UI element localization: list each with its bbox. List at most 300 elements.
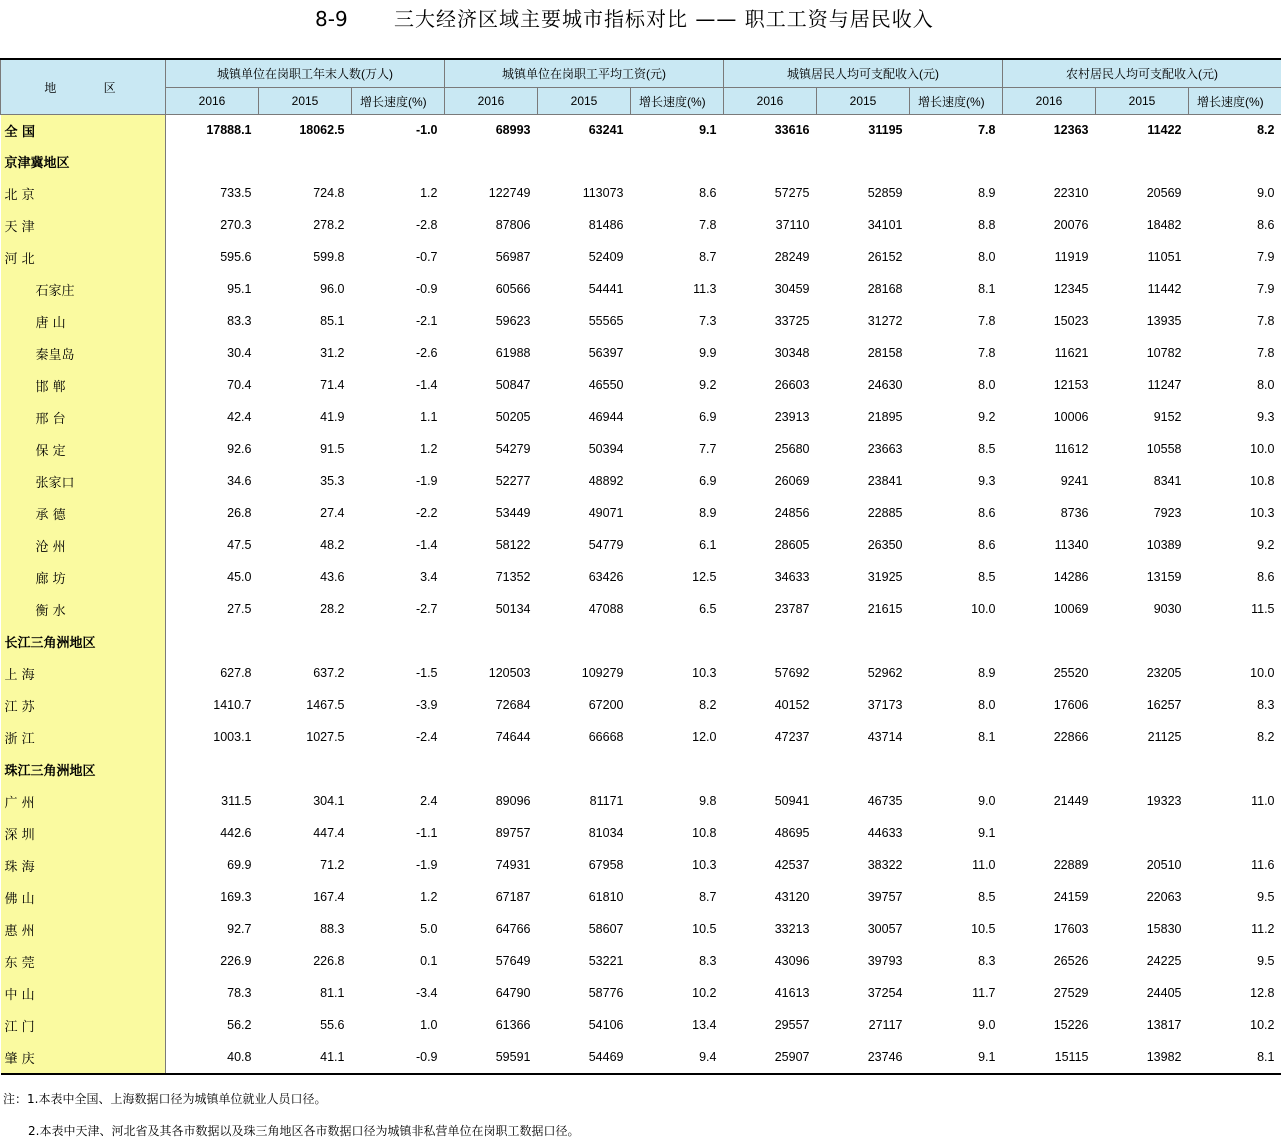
table-cell: 41.9 bbox=[259, 401, 352, 433]
table-cell: 278.2 bbox=[259, 209, 352, 241]
region-name: 江 苏 bbox=[1, 689, 166, 721]
table-cell: 54469 bbox=[538, 1041, 631, 1074]
table-cell: 8.6 bbox=[1189, 561, 1281, 593]
table-cell: -0.7 bbox=[352, 241, 445, 273]
table-cell: 7923 bbox=[1096, 497, 1189, 529]
table-cell: 67200 bbox=[538, 689, 631, 721]
table-cell: 26.8 bbox=[166, 497, 259, 529]
table-cell: 11621 bbox=[1003, 337, 1096, 369]
table-cell: 16257 bbox=[1096, 689, 1189, 721]
table-cell: 20510 bbox=[1096, 849, 1189, 881]
table-cell: 8.5 bbox=[910, 881, 1003, 913]
table-cell bbox=[352, 753, 445, 785]
table-cell: 2.4 bbox=[352, 785, 445, 817]
table-cell: 11.6 bbox=[1189, 849, 1281, 881]
table-cell: 61366 bbox=[445, 1009, 538, 1041]
table-cell: 10.0 bbox=[1189, 657, 1281, 689]
table-row bbox=[1, 689, 1281, 721]
table-cell: 40152 bbox=[724, 689, 817, 721]
table-cell bbox=[1096, 753, 1189, 785]
table-cell: 54279 bbox=[445, 433, 538, 465]
table-cell: 6.5 bbox=[631, 593, 724, 625]
table-cell bbox=[166, 753, 259, 785]
table-cell: 8.9 bbox=[910, 657, 1003, 689]
table-cell: 34101 bbox=[817, 209, 910, 241]
table-cell: -2.8 bbox=[352, 209, 445, 241]
table-cell: -0.9 bbox=[352, 1041, 445, 1074]
table-cell: 23663 bbox=[817, 433, 910, 465]
year-header: 2015 bbox=[817, 88, 910, 115]
table-cell: 9.1 bbox=[910, 817, 1003, 849]
table-cell: 21125 bbox=[1096, 721, 1189, 753]
table-cell: 46735 bbox=[817, 785, 910, 817]
table-cell: 8.0 bbox=[910, 241, 1003, 273]
table-cell: 13.4 bbox=[631, 1009, 724, 1041]
table-cell: 22889 bbox=[1003, 849, 1096, 881]
table-cell: 52859 bbox=[817, 177, 910, 209]
table-row bbox=[1, 593, 1281, 625]
table-cell: 58607 bbox=[538, 913, 631, 945]
table-cell: 63241 bbox=[538, 115, 631, 146]
table-cell: 83.3 bbox=[166, 305, 259, 337]
table-cell: 8.3 bbox=[910, 945, 1003, 977]
table-cell: -3.9 bbox=[352, 689, 445, 721]
table-row bbox=[1, 881, 1281, 913]
table-cell: 24225 bbox=[1096, 945, 1189, 977]
table-cell: 7.8 bbox=[631, 209, 724, 241]
table-cell: 28.2 bbox=[259, 593, 352, 625]
table-cell bbox=[724, 753, 817, 785]
table-cell: 8.7 bbox=[631, 881, 724, 913]
table-row bbox=[1, 369, 1281, 401]
table-cell: 12.5 bbox=[631, 561, 724, 593]
table-cell: 78.3 bbox=[166, 977, 259, 1009]
region-name: 保 定 bbox=[1, 433, 166, 465]
year-header: 2015 bbox=[259, 88, 352, 115]
table-cell: 28158 bbox=[817, 337, 910, 369]
table-row bbox=[1, 913, 1281, 945]
table-cell bbox=[1003, 625, 1096, 657]
table-cell: 17606 bbox=[1003, 689, 1096, 721]
table-cell: 9.0 bbox=[910, 785, 1003, 817]
table-cell: 55565 bbox=[538, 305, 631, 337]
table-cell: 63426 bbox=[538, 561, 631, 593]
table-cell: -2.6 bbox=[352, 337, 445, 369]
table-cell: 1.2 bbox=[352, 881, 445, 913]
table-cell: 8.6 bbox=[910, 529, 1003, 561]
table-cell: 11.2 bbox=[1189, 913, 1281, 945]
table-cell: 226.8 bbox=[259, 945, 352, 977]
table-cell: 31272 bbox=[817, 305, 910, 337]
table-cell: 7.7 bbox=[631, 433, 724, 465]
table-cell: 169.3 bbox=[166, 881, 259, 913]
table-cell: 30.4 bbox=[166, 337, 259, 369]
table-cell: 15830 bbox=[1096, 913, 1189, 945]
table-cell: 10.8 bbox=[631, 817, 724, 849]
table-cell: 10.3 bbox=[631, 657, 724, 689]
table-cell: 41.1 bbox=[259, 1041, 352, 1074]
table-cell: 37173 bbox=[817, 689, 910, 721]
table-cell: 52409 bbox=[538, 241, 631, 273]
table-cell: 1027.5 bbox=[259, 721, 352, 753]
table-cell: 22063 bbox=[1096, 881, 1189, 913]
table-cell: 50134 bbox=[445, 593, 538, 625]
table-header bbox=[1, 59, 1281, 115]
table-cell: 29557 bbox=[724, 1009, 817, 1041]
table-cell: 46550 bbox=[538, 369, 631, 401]
table-cell: 12.0 bbox=[631, 721, 724, 753]
table-cell: 8.1 bbox=[910, 721, 1003, 753]
table-cell: 8.8 bbox=[910, 209, 1003, 241]
table-cell bbox=[538, 625, 631, 657]
footnote-2: 2.本表中天津、河北省及其各市数据以及珠三角地区各市数据口径为城镇非私营单位在岗职工数据口径。 bbox=[28, 1122, 579, 1139]
table-cell: 270.3 bbox=[166, 209, 259, 241]
table-cell: 50394 bbox=[538, 433, 631, 465]
table-cell: 26069 bbox=[724, 465, 817, 497]
table-cell: 11612 bbox=[1003, 433, 1096, 465]
table-cell: 35.3 bbox=[259, 465, 352, 497]
table-cell: 11.0 bbox=[910, 849, 1003, 881]
table-cell: 52962 bbox=[817, 657, 910, 689]
region-name: 秦皇岛 bbox=[1, 337, 166, 369]
year-header: 2015 bbox=[1096, 88, 1189, 115]
table-row bbox=[1, 209, 1281, 241]
region-name: 唐 山 bbox=[1, 305, 166, 337]
table-cell: 27.5 bbox=[166, 593, 259, 625]
table-cell: 11919 bbox=[1003, 241, 1096, 273]
table-cell: 59591 bbox=[445, 1041, 538, 1074]
table-cell: 92.6 bbox=[166, 433, 259, 465]
table-cell: 57275 bbox=[724, 177, 817, 209]
table-cell: -1.0 bbox=[352, 115, 445, 146]
table-cell: 89757 bbox=[445, 817, 538, 849]
table-cell: 15115 bbox=[1003, 1041, 1096, 1074]
table-row bbox=[1, 337, 1281, 369]
table-cell: 74644 bbox=[445, 721, 538, 753]
table-cell: 13982 bbox=[1096, 1041, 1189, 1074]
table-cell: 71352 bbox=[445, 561, 538, 593]
table-cell: 9.2 bbox=[631, 369, 724, 401]
table-cell: 47088 bbox=[538, 593, 631, 625]
table-cell: 31925 bbox=[817, 561, 910, 593]
group-header: 农村居民人均可支配收入(元) bbox=[1003, 59, 1281, 88]
table-body bbox=[1, 115, 1281, 1075]
table-cell: 6.9 bbox=[631, 465, 724, 497]
table-cell: 39793 bbox=[817, 945, 910, 977]
table-cell: 23746 bbox=[817, 1041, 910, 1074]
table-cell: -1.4 bbox=[352, 369, 445, 401]
table-cell: 37254 bbox=[817, 977, 910, 1009]
table-cell: 1467.5 bbox=[259, 689, 352, 721]
table-cell: 23913 bbox=[724, 401, 817, 433]
table-row bbox=[1, 145, 1281, 177]
table-cell: 8.5 bbox=[910, 433, 1003, 465]
table-cell: 11051 bbox=[1096, 241, 1189, 273]
table-row bbox=[1, 817, 1281, 849]
table-cell: 33213 bbox=[724, 913, 817, 945]
table-cell: 58776 bbox=[538, 977, 631, 1009]
table-row bbox=[1, 305, 1281, 337]
table-cell bbox=[259, 145, 352, 177]
table-cell bbox=[259, 753, 352, 785]
table-row bbox=[1, 1009, 1281, 1041]
table-cell: 7.8 bbox=[1189, 337, 1281, 369]
table-cell: 24405 bbox=[1096, 977, 1189, 1009]
table-cell: 23787 bbox=[724, 593, 817, 625]
table-cell bbox=[1189, 817, 1281, 849]
table-cell bbox=[445, 625, 538, 657]
table-cell: 12363 bbox=[1003, 115, 1096, 146]
growth-rate-header: 增长速度(%) bbox=[631, 88, 724, 115]
table-cell: 6.9 bbox=[631, 401, 724, 433]
table-cell bbox=[817, 753, 910, 785]
table-cell: 1.0 bbox=[352, 1009, 445, 1041]
region-name: 邯 郸 bbox=[1, 369, 166, 401]
table-cell: 81034 bbox=[538, 817, 631, 849]
table-cell: 21449 bbox=[1003, 785, 1096, 817]
table-cell: 45.0 bbox=[166, 561, 259, 593]
table-row bbox=[1, 657, 1281, 689]
table-cell: 54441 bbox=[538, 273, 631, 305]
table-cell: 23205 bbox=[1096, 657, 1189, 689]
table-cell: 25907 bbox=[724, 1041, 817, 1074]
table-cell: 92.7 bbox=[166, 913, 259, 945]
table-cell: 442.6 bbox=[166, 817, 259, 849]
table-cell: 9.0 bbox=[910, 1009, 1003, 1041]
table-cell: 50941 bbox=[724, 785, 817, 817]
table-cell: 8.6 bbox=[1189, 209, 1281, 241]
table-cell: 57649 bbox=[445, 945, 538, 977]
table-cell: -1.9 bbox=[352, 849, 445, 881]
table-cell: 9.1 bbox=[631, 115, 724, 146]
table-cell: 24856 bbox=[724, 497, 817, 529]
table-cell: 595.6 bbox=[166, 241, 259, 273]
group-header: 城镇单位在岗职工平均工资(元) bbox=[445, 59, 724, 88]
table-cell: 31195 bbox=[817, 115, 910, 146]
table-cell: 9.3 bbox=[1189, 401, 1281, 433]
table-cell: 67958 bbox=[538, 849, 631, 881]
table-row bbox=[1, 529, 1281, 561]
table-cell: 8.0 bbox=[1189, 369, 1281, 401]
table-cell: 8.3 bbox=[1189, 689, 1281, 721]
table-cell bbox=[1189, 625, 1281, 657]
table-cell: 27529 bbox=[1003, 977, 1096, 1009]
region-name: 承 德 bbox=[1, 497, 166, 529]
growth-rate-header: 增长速度(%) bbox=[352, 88, 445, 115]
region-name: 全 国 bbox=[1, 115, 166, 146]
table-cell: 61810 bbox=[538, 881, 631, 913]
table-cell: 8.0 bbox=[910, 369, 1003, 401]
table-row bbox=[1, 465, 1281, 497]
table-cell: 9.4 bbox=[631, 1041, 724, 1074]
table-cell: 91.5 bbox=[259, 433, 352, 465]
table-cell: 46944 bbox=[538, 401, 631, 433]
region-name: 浙 江 bbox=[1, 721, 166, 753]
region-name: 深 圳 bbox=[1, 817, 166, 849]
table-row bbox=[1, 785, 1281, 817]
table-cell: 28249 bbox=[724, 241, 817, 273]
table-cell: -3.4 bbox=[352, 977, 445, 1009]
data-table bbox=[0, 58, 1281, 1075]
table-cell: 30348 bbox=[724, 337, 817, 369]
region-name: 北 京 bbox=[1, 177, 166, 209]
table-cell bbox=[817, 625, 910, 657]
table-cell bbox=[1189, 753, 1281, 785]
table-cell: 41613 bbox=[724, 977, 817, 1009]
table-cell: 81.1 bbox=[259, 977, 352, 1009]
region-name: 河 北 bbox=[1, 241, 166, 273]
table-cell bbox=[1096, 817, 1189, 849]
table-cell: 95.1 bbox=[166, 273, 259, 305]
table-cell: 61988 bbox=[445, 337, 538, 369]
table-cell: 13159 bbox=[1096, 561, 1189, 593]
table-cell: 637.2 bbox=[259, 657, 352, 689]
table-cell: 11.3 bbox=[631, 273, 724, 305]
region-name: 珠 海 bbox=[1, 849, 166, 881]
table-cell bbox=[538, 145, 631, 177]
table-cell: 43120 bbox=[724, 881, 817, 913]
table-cell bbox=[445, 145, 538, 177]
table-cell bbox=[631, 753, 724, 785]
region-name: 廊 坊 bbox=[1, 561, 166, 593]
table-cell: 10.2 bbox=[631, 977, 724, 1009]
table-row bbox=[1, 625, 1281, 657]
table-cell: 10006 bbox=[1003, 401, 1096, 433]
table-cell bbox=[445, 753, 538, 785]
table-cell: 47.5 bbox=[166, 529, 259, 561]
region-name: 江 门 bbox=[1, 1009, 166, 1041]
region-name: 中 山 bbox=[1, 977, 166, 1009]
region-name: 佛 山 bbox=[1, 881, 166, 913]
table-cell: 50847 bbox=[445, 369, 538, 401]
table-cell: 81171 bbox=[538, 785, 631, 817]
table-cell: 10.0 bbox=[910, 593, 1003, 625]
table-row bbox=[1, 849, 1281, 881]
table-cell: 9.5 bbox=[1189, 881, 1281, 913]
table-cell: 60566 bbox=[445, 273, 538, 305]
table-cell: 17603 bbox=[1003, 913, 1096, 945]
table-cell: 10782 bbox=[1096, 337, 1189, 369]
table-cell: 64766 bbox=[445, 913, 538, 945]
table-cell: 7.8 bbox=[910, 115, 1003, 146]
table-cell: 47237 bbox=[724, 721, 817, 753]
table-cell: 20076 bbox=[1003, 209, 1096, 241]
region-column-header: 地 区 bbox=[1, 59, 166, 115]
table-cell: 28168 bbox=[817, 273, 910, 305]
table-cell: 11.5 bbox=[1189, 593, 1281, 625]
region-name: 肇 庆 bbox=[1, 1041, 166, 1074]
table-cell: 8.2 bbox=[1189, 115, 1281, 146]
year-header: 2015 bbox=[538, 88, 631, 115]
table-cell bbox=[1003, 753, 1096, 785]
table-cell: 7.8 bbox=[1189, 305, 1281, 337]
table-row bbox=[1, 115, 1281, 146]
table-cell: 10.0 bbox=[1189, 433, 1281, 465]
table-cell bbox=[352, 625, 445, 657]
table-cell: 89096 bbox=[445, 785, 538, 817]
table-cell bbox=[352, 145, 445, 177]
table-cell: 48892 bbox=[538, 465, 631, 497]
table-cell: 113073 bbox=[538, 177, 631, 209]
table-cell: 8.2 bbox=[631, 689, 724, 721]
table-number: 8-9 bbox=[315, 4, 348, 34]
table-cell: 13817 bbox=[1096, 1009, 1189, 1041]
table-cell: 26350 bbox=[817, 529, 910, 561]
table-cell: 59623 bbox=[445, 305, 538, 337]
table-cell: 12345 bbox=[1003, 273, 1096, 305]
table-cell: 19323 bbox=[1096, 785, 1189, 817]
table-cell: 11340 bbox=[1003, 529, 1096, 561]
footnote-1: 注：1.本表中全国、上海数据口径为城镇单位就业人员口径。 bbox=[3, 1090, 326, 1107]
table-cell: 25520 bbox=[1003, 657, 1096, 689]
table-cell: 43714 bbox=[817, 721, 910, 753]
table-cell: 8.9 bbox=[631, 497, 724, 529]
table-cell: -1.1 bbox=[352, 817, 445, 849]
table-row bbox=[1, 177, 1281, 209]
table-cell: -1.9 bbox=[352, 465, 445, 497]
table-cell: 11442 bbox=[1096, 273, 1189, 305]
table-cell: 42537 bbox=[724, 849, 817, 881]
region-name: 广 州 bbox=[1, 785, 166, 817]
table-cell: 10.5 bbox=[631, 913, 724, 945]
table-cell bbox=[724, 625, 817, 657]
table-cell: 43096 bbox=[724, 945, 817, 977]
year-header: 2016 bbox=[445, 88, 538, 115]
table-cell: 5.0 bbox=[352, 913, 445, 945]
table-cell: 311.5 bbox=[166, 785, 259, 817]
table-cell: 49071 bbox=[538, 497, 631, 529]
table-cell: 15023 bbox=[1003, 305, 1096, 337]
table-cell: 7.8 bbox=[910, 305, 1003, 337]
table-cell: 42.4 bbox=[166, 401, 259, 433]
table-cell: 9152 bbox=[1096, 401, 1189, 433]
table-cell: 11.0 bbox=[1189, 785, 1281, 817]
table-cell: 34633 bbox=[724, 561, 817, 593]
table-cell: 38322 bbox=[817, 849, 910, 881]
table-cell: 6.1 bbox=[631, 529, 724, 561]
table-cell: 9.1 bbox=[910, 1041, 1003, 1074]
region-name: 东 莞 bbox=[1, 945, 166, 977]
growth-rate-header: 增长速度(%) bbox=[910, 88, 1003, 115]
year-header: 2016 bbox=[724, 88, 817, 115]
table-cell: 55.6 bbox=[259, 1009, 352, 1041]
table-cell: 66668 bbox=[538, 721, 631, 753]
table-cell: 44633 bbox=[817, 817, 910, 849]
table-cell: 9.0 bbox=[1189, 177, 1281, 209]
table-cell bbox=[1096, 145, 1189, 177]
table-cell: 30459 bbox=[724, 273, 817, 305]
table-cell: 10.3 bbox=[631, 849, 724, 881]
table-cell: 9.3 bbox=[910, 465, 1003, 497]
table-cell: 3.4 bbox=[352, 561, 445, 593]
table-cell: 304.1 bbox=[259, 785, 352, 817]
year-header: 2016 bbox=[1003, 88, 1096, 115]
table-cell: 39757 bbox=[817, 881, 910, 913]
growth-rate-header: 增长速度(%) bbox=[1189, 88, 1281, 115]
table-cell: 18482 bbox=[1096, 209, 1189, 241]
table-cell: 1.2 bbox=[352, 177, 445, 209]
table-cell: 30057 bbox=[817, 913, 910, 945]
table-cell: 7.8 bbox=[910, 337, 1003, 369]
table-row bbox=[1, 977, 1281, 1009]
table-row bbox=[1, 433, 1281, 465]
region-name: 沧 州 bbox=[1, 529, 166, 561]
table-cell: 8341 bbox=[1096, 465, 1189, 497]
table-cell: 1003.1 bbox=[166, 721, 259, 753]
table-cell: 9.2 bbox=[910, 401, 1003, 433]
table-cell: 8.7 bbox=[631, 241, 724, 273]
region-name: 石家庄 bbox=[1, 273, 166, 305]
